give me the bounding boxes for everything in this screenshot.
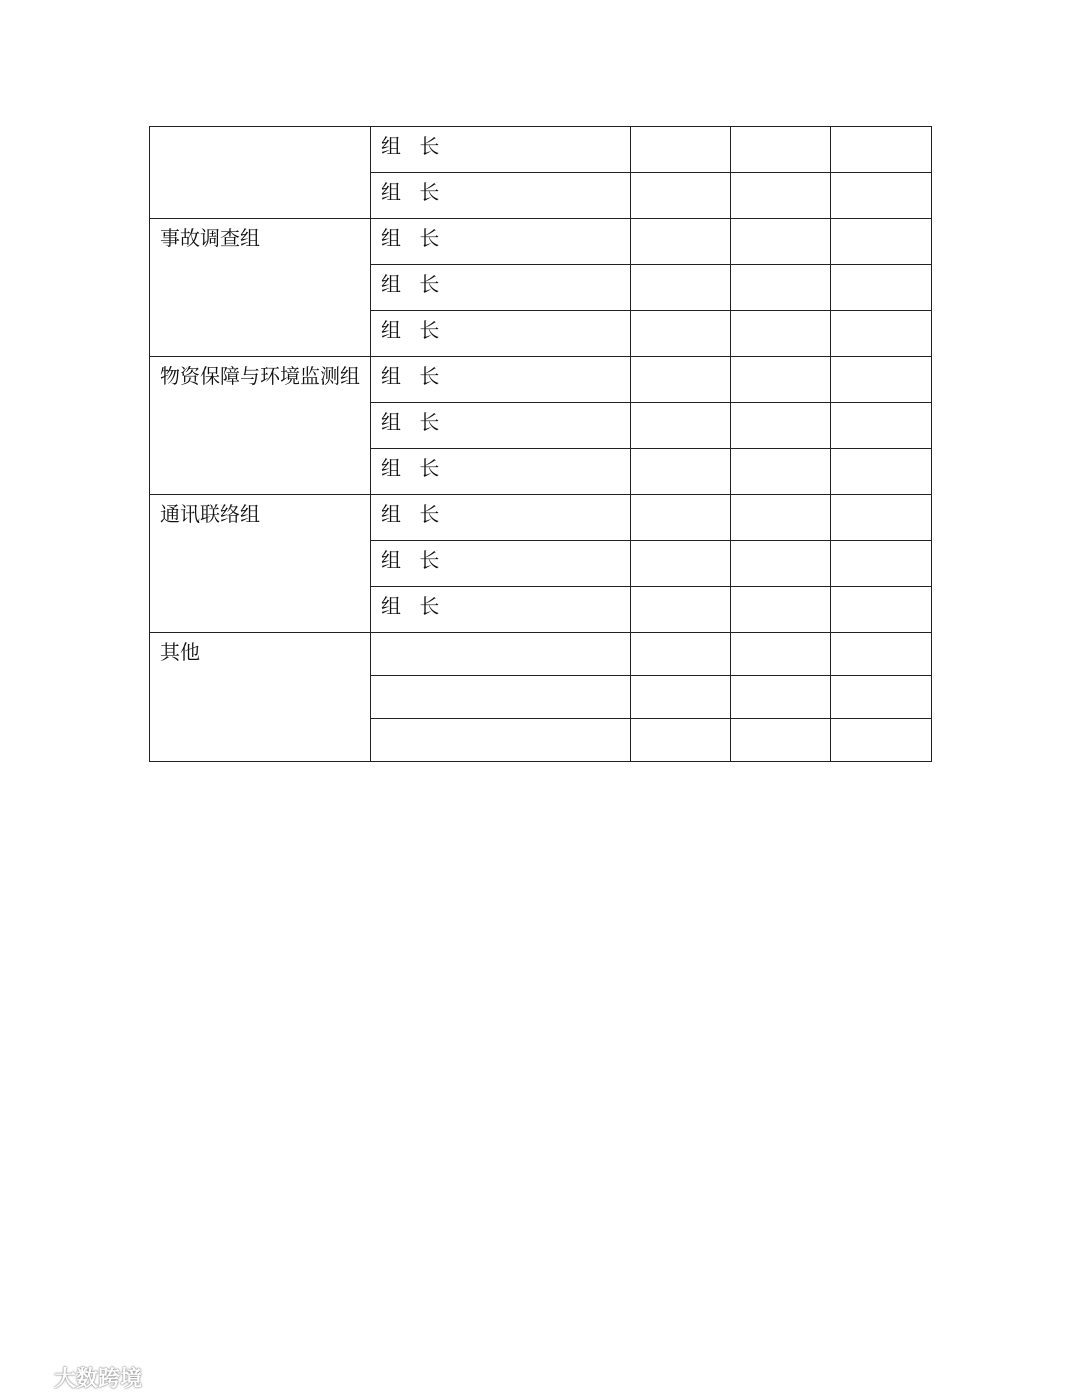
- role-cell: [371, 676, 631, 719]
- watermark-text: 大数跨境: [54, 1367, 143, 1392]
- empty-cell: [831, 719, 932, 762]
- empty-cell: [631, 495, 731, 541]
- table-row: [150, 127, 932, 173]
- empty-cell: [731, 403, 831, 449]
- role-cell: 组 长: [371, 173, 631, 219]
- role-cell: 组 长: [371, 587, 631, 633]
- empty-cell: [631, 633, 731, 676]
- empty-cell: [731, 357, 831, 403]
- eye-logo-icon: [8, 1367, 48, 1389]
- empty-cell: [731, 127, 831, 173]
- empty-cell: [831, 127, 932, 173]
- role-cell: 组 长: [371, 495, 631, 541]
- empty-cell: [631, 311, 731, 357]
- group-name-cell: 其他: [150, 633, 371, 762]
- empty-cell: [731, 173, 831, 219]
- empty-cell: [631, 587, 731, 633]
- table-row: [150, 219, 932, 265]
- role-cell: [371, 719, 631, 762]
- empty-cell: [831, 541, 932, 587]
- role-cell: 组 长: [371, 311, 631, 357]
- group-name-cell: 通讯联络组: [150, 495, 371, 633]
- role-cell: 组 长: [371, 219, 631, 265]
- empty-cell: [631, 127, 731, 173]
- empty-cell: [731, 495, 831, 541]
- watermark: [8, 1362, 142, 1393]
- role-cell: 组 长: [371, 265, 631, 311]
- empty-cell: [631, 541, 731, 587]
- empty-cell: [731, 265, 831, 311]
- empty-cell: [731, 719, 831, 762]
- empty-cell: [631, 219, 731, 265]
- empty-cell: [631, 265, 731, 311]
- empty-cell: [631, 173, 731, 219]
- empty-cell: [831, 265, 932, 311]
- empty-cell: [831, 449, 932, 495]
- empty-cell: [631, 357, 731, 403]
- empty-cell: [731, 541, 831, 587]
- empty-cell: [831, 676, 932, 719]
- empty-cell: [731, 219, 831, 265]
- role-cell: 组 长: [371, 541, 631, 587]
- empty-cell: [831, 357, 932, 403]
- empty-cell: [831, 403, 932, 449]
- empty-cell: [831, 495, 932, 541]
- empty-cell: [831, 219, 932, 265]
- empty-cell: [831, 587, 932, 633]
- group-name-cell: 事故调查组: [150, 219, 371, 357]
- table-row: [150, 633, 932, 676]
- group-name-cell: 物资保障与环境监测组: [150, 357, 371, 495]
- empty-cell: [631, 719, 731, 762]
- empty-cell: [731, 676, 831, 719]
- empty-cell: [731, 311, 831, 357]
- empty-cell: [631, 676, 731, 719]
- role-cell: 组 长: [371, 403, 631, 449]
- table-row: [150, 357, 932, 403]
- empty-cell: [631, 449, 731, 495]
- empty-cell: [731, 587, 831, 633]
- empty-cell: [831, 311, 932, 357]
- empty-cell: [731, 449, 831, 495]
- empty-cell: [831, 633, 932, 676]
- group-name-cell: [150, 127, 371, 219]
- empty-cell: [831, 173, 932, 219]
- role-cell: 组 长: [371, 449, 631, 495]
- role-cell: 组 长: [371, 357, 631, 403]
- empty-cell: [631, 403, 731, 449]
- table-row: [150, 495, 932, 541]
- emergency-team-table: [149, 126, 932, 762]
- empty-cell: [731, 633, 831, 676]
- role-cell: 组 长: [371, 127, 631, 173]
- role-cell: [371, 633, 631, 676]
